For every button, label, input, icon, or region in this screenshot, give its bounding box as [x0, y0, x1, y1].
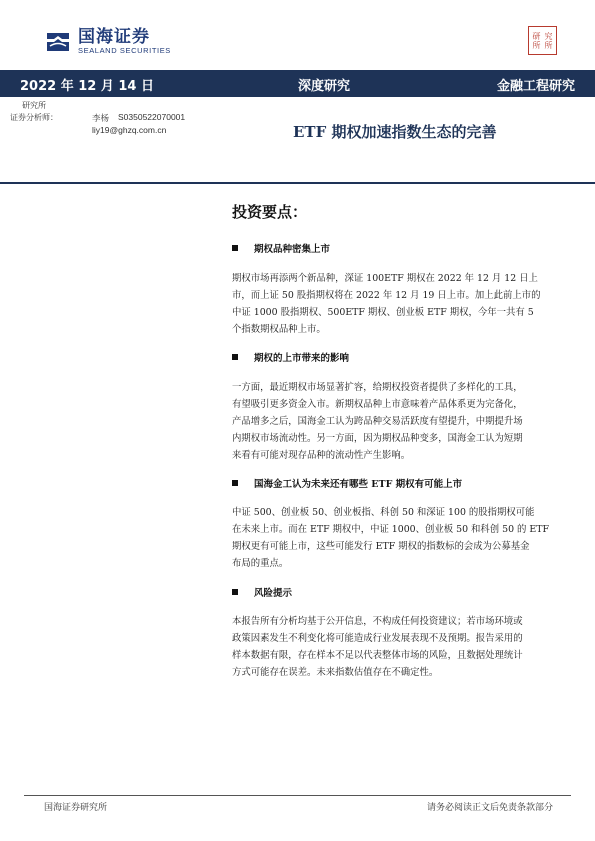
institute-seal-icon — [528, 26, 557, 55]
seal-char: 研 — [532, 31, 541, 41]
footer-divider — [24, 795, 571, 796]
footer-institute: 国海证券研究所 — [44, 803, 108, 813]
paragraph-line: 个指数期权品种上市。 — [232, 324, 326, 335]
analyst-cert-number: S0350522070001 — [118, 112, 186, 122]
analyst-email[interactable]: liy19@ghzq.com.cn — [92, 125, 167, 135]
bullet-square-icon — [232, 245, 238, 251]
section-heading-text: 风险提示 — [254, 588, 293, 599]
section-heading-text: 期权品种密集上市 — [254, 244, 331, 255]
paragraph-line: 布局的重点。 — [232, 558, 289, 569]
section-paragraph — [232, 379, 568, 464]
section-paragraph — [232, 270, 568, 338]
section-heading — [232, 476, 462, 490]
analyst-label: 证券分析师： — [10, 113, 58, 122]
bullet-square-icon — [232, 354, 238, 360]
paragraph-line: 有望吸引更多资金入市。新期权品种上市意味着产品体系更为完备化， — [232, 399, 523, 410]
analyst-institute: 研究所 — [22, 101, 46, 110]
sealand-logo-icon — [44, 29, 72, 55]
report-title: ETF 期权加速指数生态的完善 — [293, 123, 497, 141]
header-banner — [0, 70, 595, 97]
brand-name-en: SEALAND SECURITIES — [78, 46, 171, 55]
paragraph-line: 期权更有可能上市，这些可能发行 ETF 期权的指数标的会成为公募基金 — [232, 541, 530, 552]
paragraph-line: 内期权市场流动性。另一方面，因为期权品种变多，国海金工认为短期 — [232, 433, 523, 444]
section-heading-text: 期权的上市带来的影响 — [254, 353, 350, 364]
header-divider — [0, 182, 595, 184]
key-points-heading: 投资要点： — [232, 203, 308, 221]
section-heading — [232, 585, 292, 599]
paragraph-line: 在未来上市。而在 ETF 期权中，中证 1000、创业板 50 和科创 50 的 ETF — [232, 524, 550, 535]
bullet-square-icon — [232, 589, 238, 595]
paragraph-line: 方式可能存在误差。未来指数估值存在不确定性。 — [232, 667, 439, 678]
section-paragraph — [232, 504, 568, 572]
report-category: 金融工程研究 — [496, 79, 575, 94]
paragraph-line: 市，而上证 50 股指期权将在 2022 年 12 月 19 日上市。加上此前上市的 — [232, 290, 541, 301]
paragraph-line: 样本数据有限，存在样本不足以代表整体市场的风险，且数据处理统计 — [232, 650, 523, 661]
company-logo — [44, 28, 171, 55]
brand-name-cn: 国海证券 — [78, 27, 150, 47]
seal-char: 究 — [544, 31, 553, 41]
analyst-name: 李杨 — [92, 113, 110, 123]
paragraph-line: 中证 500、创业板 50、创业板指、科创 50 和深证 100 的股指期权可能 — [232, 507, 535, 518]
report-date: 2022 年 12 月 14 日 — [20, 79, 154, 94]
report-type: 深度研究 — [298, 79, 351, 94]
paragraph-line: 一方面，最近期权市场显著扩容，给期权投资者提供了多样化的工具， — [232, 382, 523, 393]
paragraph-line: 产品增多之后，国海金工认为跨品种交易活跃度有望提升，中期提升场 — [232, 416, 523, 427]
paragraph-line: 政策因素发生不利变化将可能造成行业发展表现不及预期。报告采用的 — [232, 633, 523, 644]
section-heading — [232, 350, 349, 364]
paragraph-line: 中证 1000 股指期权、500ETF 期权、创业板 ETF 期权，今年一共有 5 — [232, 307, 534, 318]
bullet-square-icon — [232, 480, 238, 486]
section-heading-text: 国海金工认为未来还有哪些 ETF 期权有可能上市 — [254, 479, 463, 490]
paragraph-line: 来看有可能对现存品种的流动性产生影响。 — [232, 450, 411, 461]
footer-disclaimer: 请务必阅读正文后免责条款部分 — [426, 803, 553, 813]
section-paragraph — [232, 613, 568, 681]
paragraph-line: 期权市场再添两个新品种，深证 100ETF 期权在 2022 年 12 月 12 日上 — [232, 273, 538, 284]
section-heading — [232, 241, 330, 255]
paragraph-line: 本报告所有分析均基于公开信息，不构成任何投资建议；若市场环境或 — [232, 616, 523, 627]
seal-char: 所 — [544, 40, 553, 50]
seal-char: 所 — [532, 40, 541, 50]
